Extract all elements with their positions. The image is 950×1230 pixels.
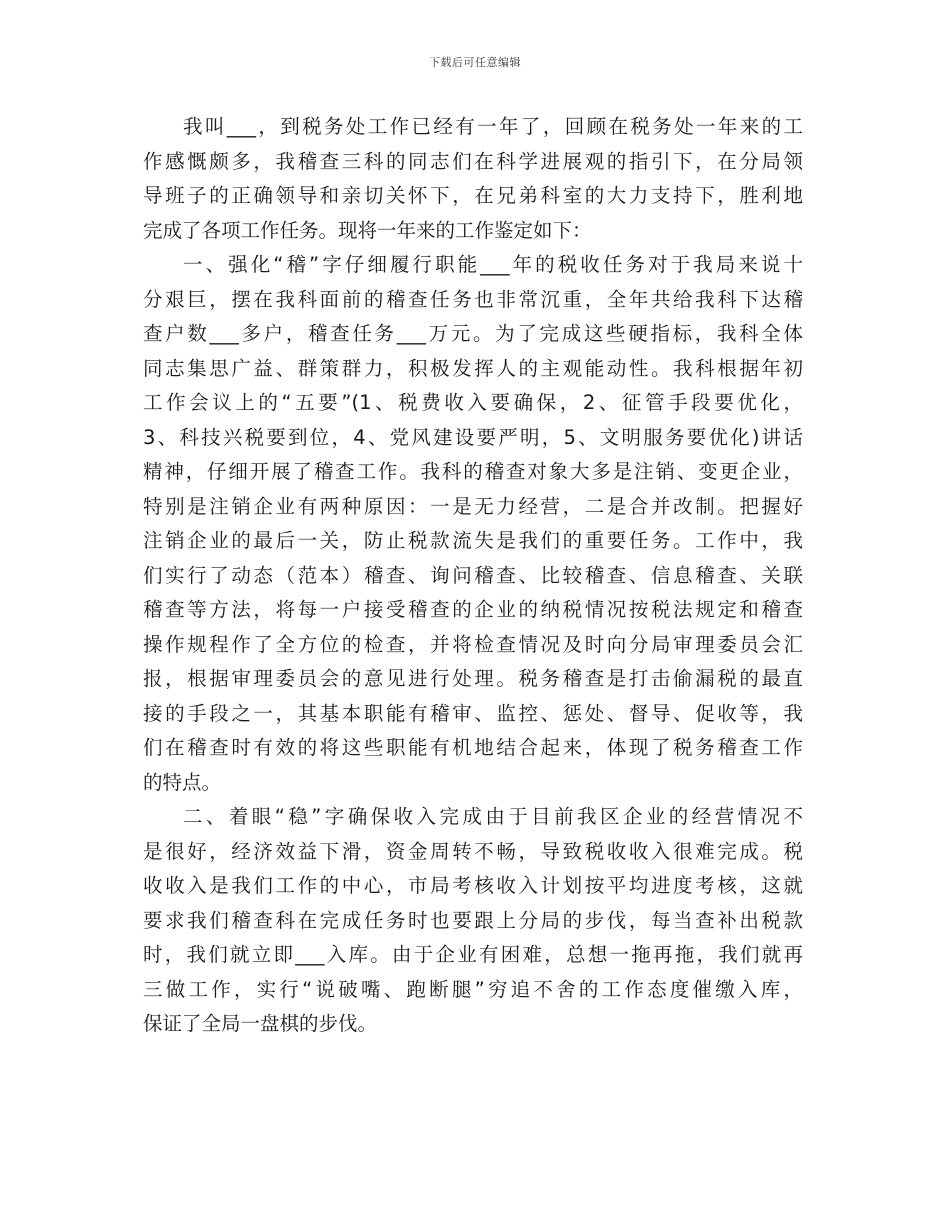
text-line: 要求我们稽查科在完成任务时也要跟上分局的步伐，每当查补出税款 bbox=[143, 908, 803, 932]
page-header-note: 下载后可任意编辑 bbox=[429, 56, 521, 69]
text-line: 同志集思广益、群策群力，积极发挥人的主观能动性。我科根据年初 bbox=[143, 356, 803, 380]
text-line: 特别是注销企业有两种原因：一是无力经营，二是合并改制。把握好 bbox=[143, 494, 803, 518]
text-line: 报，根据审理委员会的意见进行处理。税务稽查是打击偷漏税的最直 bbox=[143, 667, 803, 690]
text-line: 精神，仔细开展了稽查工作。我科的稽查对象大多是注销、变更企业， bbox=[143, 460, 803, 483]
text-line: 作感慨颇多，我稽查三科的同志们在科学进展观的指引下，在分局领 bbox=[143, 149, 803, 173]
text-line: 保证了全局一盘棋的步伐。 bbox=[143, 1012, 378, 1035]
text-line: 注销企业的最后一关，防止税款流失是我们的重要任务。工作中，我 bbox=[143, 529, 803, 552]
text-line: 的特点。 bbox=[143, 770, 222, 794]
text-line: 3、科技兴税要到位，4、党风建设要严明，5、文明服务要优化)讲话 bbox=[143, 425, 803, 449]
document-body bbox=[143, 110, 803, 1042]
text-line: 一、强化“稽”字仔细履行职能___年的税收任务对于我局来说十 bbox=[183, 253, 803, 276]
text-line: 工作会议上的“五要”(1、税费收入要确保，2、征管手段要优化， bbox=[143, 391, 803, 414]
text-line: 三做工作，实行“说破嘴、跑断腿”穷追不舍的工作态度催缴入库， bbox=[143, 977, 803, 1001]
text-line: 分艰巨，摆在我科面前的稽查任务也非常沉重，全年共给我科下达稽 bbox=[143, 287, 803, 311]
text-line: 导班子的正确领导和亲切关怀下，在兄弟科室的大力支持下，胜利地 bbox=[143, 184, 803, 207]
text-line: 稽查等方法，将每一户接受稽查的企业的纳税情况按税法规定和稽查 bbox=[143, 598, 803, 621]
text-line: 查户数___多户，稽查任务___万元。为了完成这些硬指标，我科全体 bbox=[143, 322, 803, 345]
text-line: 收收入是我们工作的中心，市局考核收入计划按平均进度考核，这就 bbox=[143, 874, 803, 897]
text-line: 们实行了动态（范本）稽查、询问稽查、比较稽查、信息稽查、关联 bbox=[143, 563, 803, 587]
text-line: 二、着眼“稳”字确保收入完成由于目前我区企业的经营情况不 bbox=[183, 805, 803, 828]
paragraph-1 bbox=[143, 110, 803, 248]
text-line: 是很好，经济效益下滑，资金周转不畅，导致税收收入很难完成。税 bbox=[143, 839, 803, 863]
paragraph-3 bbox=[143, 800, 803, 1042]
text-line: 我叫___，到税务处工作已经有一年了，回顾在税务处一年来的工 bbox=[183, 115, 803, 138]
text-line: 接的手段之一，其基本职能有稽审、监控、惩处、督导、促收等，我 bbox=[143, 701, 803, 725]
text-line: 完成了各项工作任务。现将一年来的工作鉴定如下： bbox=[143, 218, 592, 242]
text-line: 们在稽查时有效的将这些职能有机地结合起来，体现了税务稽查工作 bbox=[143, 736, 803, 759]
text-line: 时，我们就立即___入库。由于企业有困难，总想一拖再拖，我们就再 bbox=[143, 943, 803, 966]
text-line: 操作规程作了全方位的检查，并将检查情况及时向分局审理委员会汇 bbox=[143, 632, 803, 656]
paragraph-2 bbox=[143, 248, 803, 800]
